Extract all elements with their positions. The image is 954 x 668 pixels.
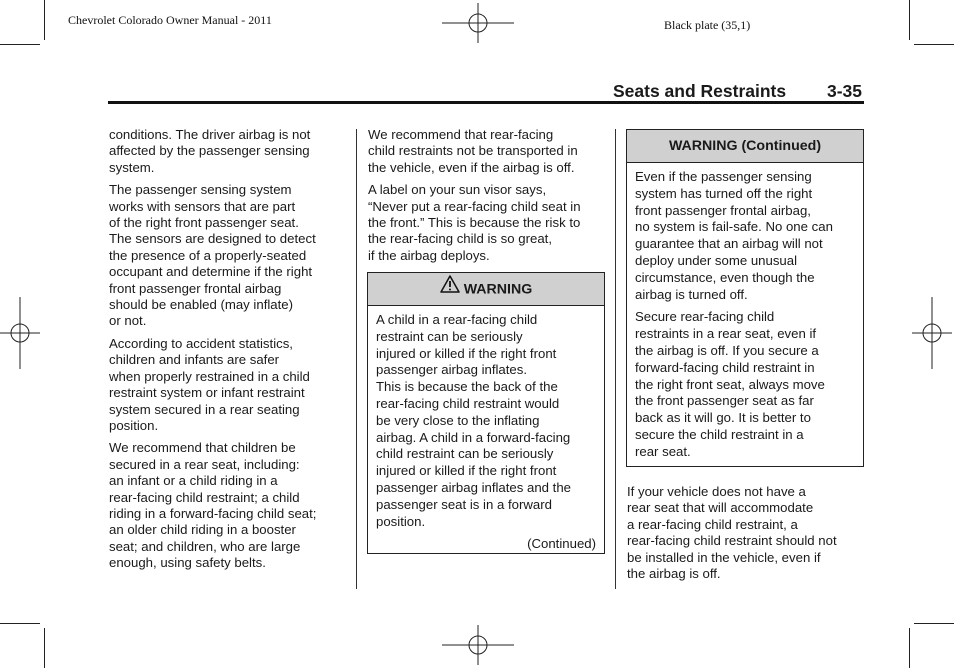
registration-mark-bottom [442, 625, 514, 665]
page-number: 3-35 [827, 81, 863, 101]
document-title: Chevrolet Colorado Owner Manual - 2011 [68, 13, 272, 27]
warning-text: Even if the passenger sensing system has turned off the right front passenger frontal airbag, no system is fail-safe. No one can guarantee that an airbag will not deploy under some unusual circumstance, even though the airbag is turned off. [635, 169, 833, 302]
registration-mark-right [912, 297, 952, 369]
column-2 [368, 127, 608, 270]
paragraph: The passenger sensing system works with sensors that are part of the right front passenger seat. The sensors are designed to detect the presence of a properly-seated occupant and determine if the right front passenger frontal airbag should be enabled (may inflate) or not. [109, 182, 316, 329]
registration-mark-left [0, 297, 40, 369]
warning-text: Secure rear-facing child restraints in a rear seat, even if the airbag is off. If you secure a forward-facing child restraint in the right front seat, always move the front passenger seat as far back as it will go. It is better to secure the child restraint in a rear seat. [635, 309, 825, 459]
column-divider [356, 129, 357, 589]
warning-triangle-icon [440, 273, 460, 305]
column-divider [615, 129, 616, 589]
crop-mark [44, 628, 45, 668]
crop-mark [0, 623, 40, 624]
crop-mark [914, 623, 954, 624]
continued-label: (Continued) [527, 536, 596, 552]
crop-mark [0, 44, 40, 45]
warning-title: WARNING [463, 281, 533, 298]
crop-mark [44, 0, 45, 40]
column-3-text [627, 484, 867, 588]
registration-mark-top [442, 3, 514, 43]
warning-header [368, 273, 604, 306]
warning-continued-body [627, 163, 863, 473]
crop-mark [909, 628, 910, 668]
paragraph: We recommend that rear-facing child restraints not be transported in the vehicle, even if the airbag is off. [368, 127, 578, 175]
header-rule [108, 101, 864, 104]
paragraph: A label on your sun visor says, “Never put a rear-facing child seat in the front.” This is because the risk to the rear-facing child is so great, if the airbag deploys. [368, 182, 581, 263]
warning-body [368, 306, 604, 559]
column-1 [109, 127, 349, 578]
warning-continued-box [626, 129, 864, 467]
crop-mark [909, 0, 910, 40]
paragraph: We recommend that children be secured in a rear seat, including: an infant or a child riding in a rear-facing child restraint; a child riding in a forward-facing child seat; an older child riding in a booster seat; and children, who are large enough, using safety belts. [109, 440, 317, 571]
paragraph: conditions. The driver airbag is not affected by the passenger sensing system. [109, 127, 311, 175]
paragraph: According to accident statistics, children and infants are safer when properly restrained in a child restraint system or infant restraint system secured in a rear seating position. [109, 335, 310, 433]
section-title: Seats and Restraints [613, 81, 787, 101]
warning-continued-header: WARNING (Continued) [627, 130, 863, 163]
warning-text: A child in a rear-facing child restraint can be seriously injured or killed if the right front passenger airbag inflates. This is because the back of the rear-facing child restraint would be very close to the inflating airbag. A child in a forward-facing child restraint can be seriously injured or killed if the right front passenger airbag inflates and the passenger seat is in a forward position. [376, 312, 572, 529]
crop-mark [914, 44, 954, 45]
plate-label: Black plate (35,1) [664, 18, 751, 32]
paragraph: If your vehicle does not have a rear seat that will accommodate a rear-facing child restraint, a rear-facing child restraint should not be installed in the vehicle, even if the airbag is off. [627, 484, 837, 582]
warning-box [367, 272, 605, 554]
